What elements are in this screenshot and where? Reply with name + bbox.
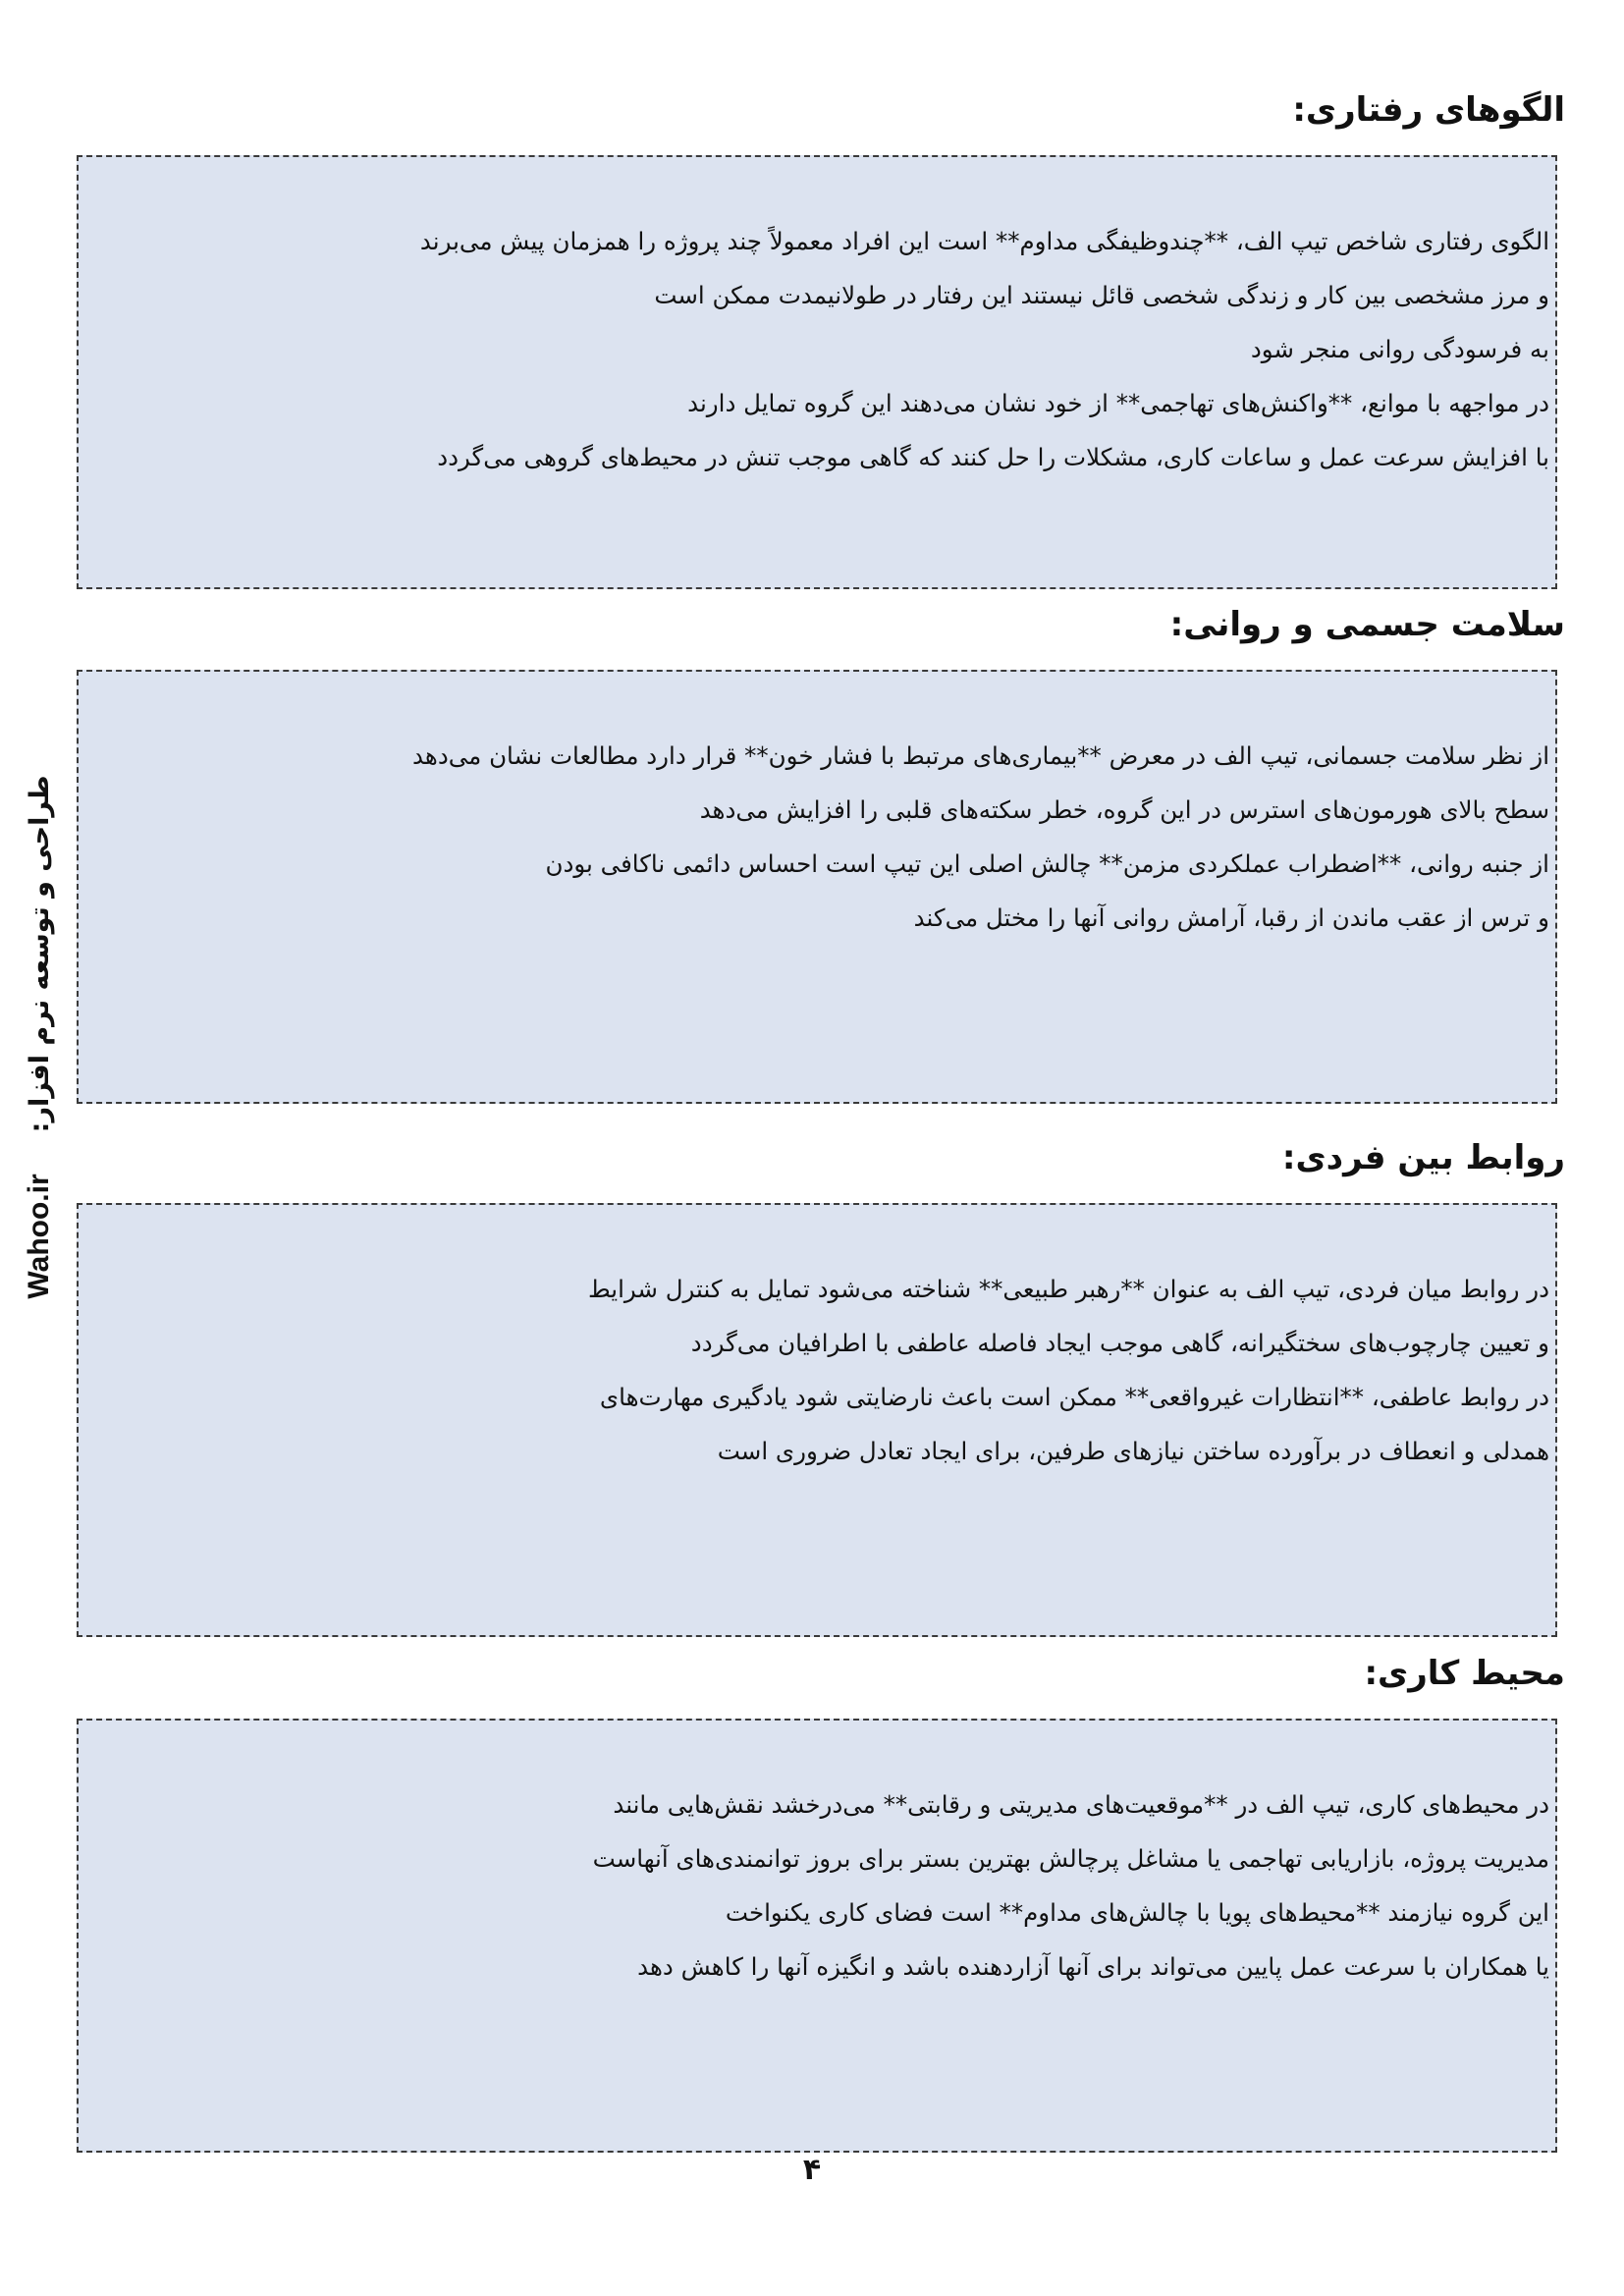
section-box-work-environment (77, 1719, 1557, 2153)
paragraph-line: با افزایش سرعت عمل و ساعات کاری، مشکلات را حل کنند که گاهی موجب تنش در محیط‌های گروهی می‌گردد (437, 443, 1549, 471)
section-title-interpersonal-relations: روابط بین فردی: (1281, 1138, 1565, 1177)
paragraph-line: سطح بالای هورمون‌های استرس در این گروه، خطر سکته‌های قلبی را افزایش می‌دهد (699, 795, 1549, 824)
paragraph-line: همدلی و انعطاف در برآورده ساختن نیازهای طرفین، برای ایجاد تعادل ضروری است (717, 1437, 1549, 1465)
paragraph-line: و تعیین چارچوب‌های سختگیرانه، گاهی موجب ایجاد فاصله عاطفی با اطرافیان می‌گردد (690, 1329, 1549, 1357)
section-title-physical-mental-health: سلامت جسمی و روانی: (1169, 605, 1565, 644)
paragraph-line: الگوی رفتاری شاخص تیپ الف، **چندوظیفگی مداوم** است این افراد معمولاً چند پروژه را همزمان پیش می‌برند (419, 227, 1549, 255)
paragraph-line: یا همکاران با سرعت عمل پایین می‌تواند برای آنها آزاردهنده باشد و انگیزه آنها را کاهش دهد (637, 1952, 1549, 1981)
paragraph-line: و ترس از عقب ماندن از رقبا، آرامش روانی آنها را مختل می‌کند (913, 903, 1549, 932)
section-title-behavior-patterns: الگوهای رفتاری: (1292, 90, 1565, 130)
paragraph-line: در محیط‌های کاری، تیپ الف در **موقعیت‌های مدیریتی و رقابتی** می‌درخشد نقش‌هایی مانند (613, 1790, 1549, 1819)
side-label-persian: طراحی و توسعه نرم افزار: (24, 775, 55, 1133)
section-box-physical-mental-health (77, 670, 1557, 1104)
paragraph-line: به فرسودگی روانی منجر شود (1250, 335, 1549, 363)
section-title-work-environment: محیط کاری: (1364, 1654, 1565, 1693)
paragraph-line: در روابط عاطفی، **انتظارات غیرواقعی** ممکن است باعث نارضایتی شود یادگیری مهارت‌های (599, 1383, 1549, 1411)
section-box-interpersonal-relations (77, 1203, 1557, 1637)
paragraph-line: مدیریت پروژه، بازاریابی تهاجمی یا مشاغل پرچالش بهترین بستر برای بروز توانمندی‌های آنهاست (592, 1844, 1549, 1873)
paragraph-line: از جنبه روانی، **اضطراب عملکردی مزمن** چالش اصلی این تیپ است احساس دائمی ناکافی بودن (545, 849, 1549, 878)
side-label-text (23, 775, 56, 1298)
page-number: ۴ (802, 2153, 822, 2187)
paragraph-line: این گروه نیازمند **محیط‌های پویا با چالش‌های مداوم** است فضای کاری یکنواخت (725, 1898, 1549, 1927)
paragraph-line: در مواجهه با موانع، **واکنش‌های تهاجمی** از خود نشان می‌دهند این گروه تمایل دارند (687, 389, 1549, 417)
section-box-behavior-patterns (77, 155, 1557, 589)
side-label-site: Wahoo.ir (23, 1174, 55, 1299)
paragraph-line: در روابط میان فردی، تیپ الف به عنوان **رهبر طبیعی** شناخته می‌شود تمایل به کنترل شرایط (588, 1275, 1549, 1303)
paragraph-line: و مرز مشخصی بین کار و زندگی شخصی قائل نیستند این رفتار در طولانیمدت ممکن است (654, 281, 1549, 309)
paragraph-line: از نظر سلامت جسمانی، تیپ الف در معرض **بیماری‌های مرتبط با فشار خون** قرار دارد مطالعات نشان می‌دهد (412, 741, 1549, 770)
